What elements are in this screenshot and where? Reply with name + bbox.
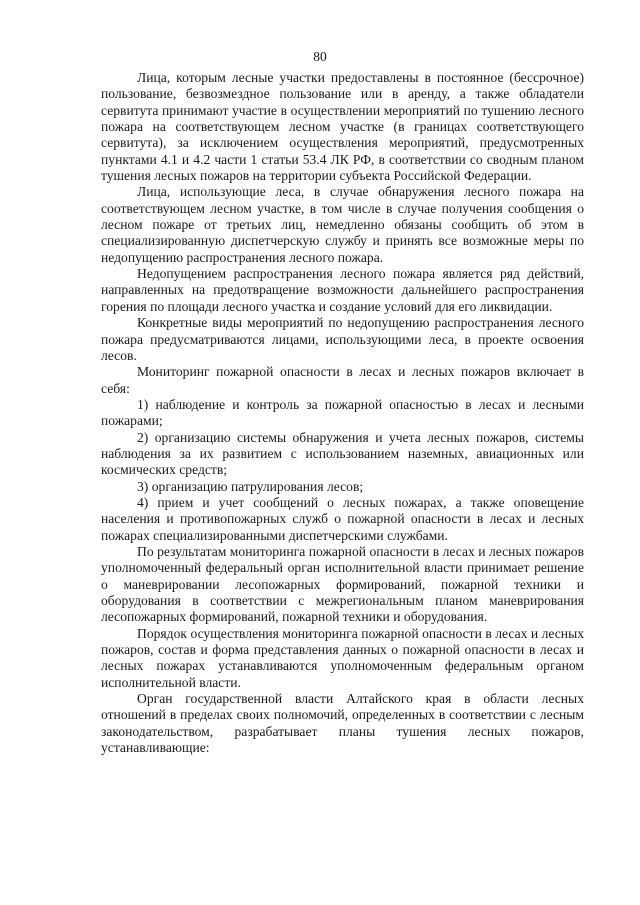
paragraph: Недопущением распространения лесного пожара является ряд действий, направленных на предотвращение возможности дальнейшего распространения горения по площади лесного участка и создание условий для его ликвидации. (101, 266, 584, 314)
paragraph: Конкретные виды мероприятий по недопущению распространения лесного пожара предусматриваются лицами, использующими леса, в проекте освоения лесов. (101, 315, 584, 363)
list-item: 3) организацию патрулирования лесов; (137, 478, 364, 494)
page-number: 80 (313, 49, 327, 64)
paragraph: По результатам мониторинга пожарной опасности в лесах и лесных пожаров уполномоченный федеральный орган исполнительной власти принимает решение о маневрировании лесопожарных формирований, пожарной техники и оборудования в соответствии с межрегиональным планом маневрирования лесопожарных формирований, пожарной техники и оборудования. (101, 543, 584, 625)
paragraph: Лица, использующие леса, в случае обнаружения лесного пожара на соответствующем лесном участке, в том числе в случае получения сообщения о лесном пожаре от третьих лиц, немедленно обязаны сообщить об этом в специализированную диспетчерскую службу и принять все возможные меры по недопущению распространения лесного пожара. (101, 184, 584, 265)
list-item: 1) наблюдение и контроль за пожарной опасностью в лесах и лесными пожарами; (101, 396, 584, 429)
paragraph: Лица, которым лесные участки предоставлены в постоянное (бессрочное) пользование, безвозмездное пользование или в аренду, а также обладатели сервитута принимают участие в осуществлении мероприятий по тушению лесного пожара на соответствующем лесном участке (в границах соответствующего сервитута), за исключением осуществления мероприятий, предусмотренных пунктами 4.1 и 4.2 части 1 статьи 53.4 ЛК РФ, в соответствии со сводным планом тушения лесных пожаров на территории субъекта Российской Федерации. (101, 70, 584, 184)
paragraph: Орган государственной власти Алтайского края в области лесных отношений в пределах своих полномочий, определенных в соответствии с лесным законодательством, разрабатывает планы тушения лесных пожаров, устанавливающие: (101, 691, 584, 756)
paragraph: Порядок осуществления мониторинга пожарной опасности в лесах и лесных пожаров, состав и форма представления данных о пожарной опасности в лесах и лесных пожарах устанавливаются уполномоченным федеральным органом исполнительной власти. (101, 625, 584, 690)
list-item: 2) организацию системы обнаружения и учета лесных пожаров, системы наблюдения за их развитием с использованием наземных, авиационных или космических средств; (101, 429, 584, 478)
paragraph: Мониторинг пожарной опасности в лесах и лесных пожаров включает в себя: (101, 364, 584, 396)
list-item: 4) прием и учет сообщений о лесных пожарах, а также оповещение населения и противопожарных служб о пожарной опасности в лесах и лесных пожарах специализированными диспетчерскими службами. (101, 494, 584, 543)
document-body (101, 70, 584, 756)
